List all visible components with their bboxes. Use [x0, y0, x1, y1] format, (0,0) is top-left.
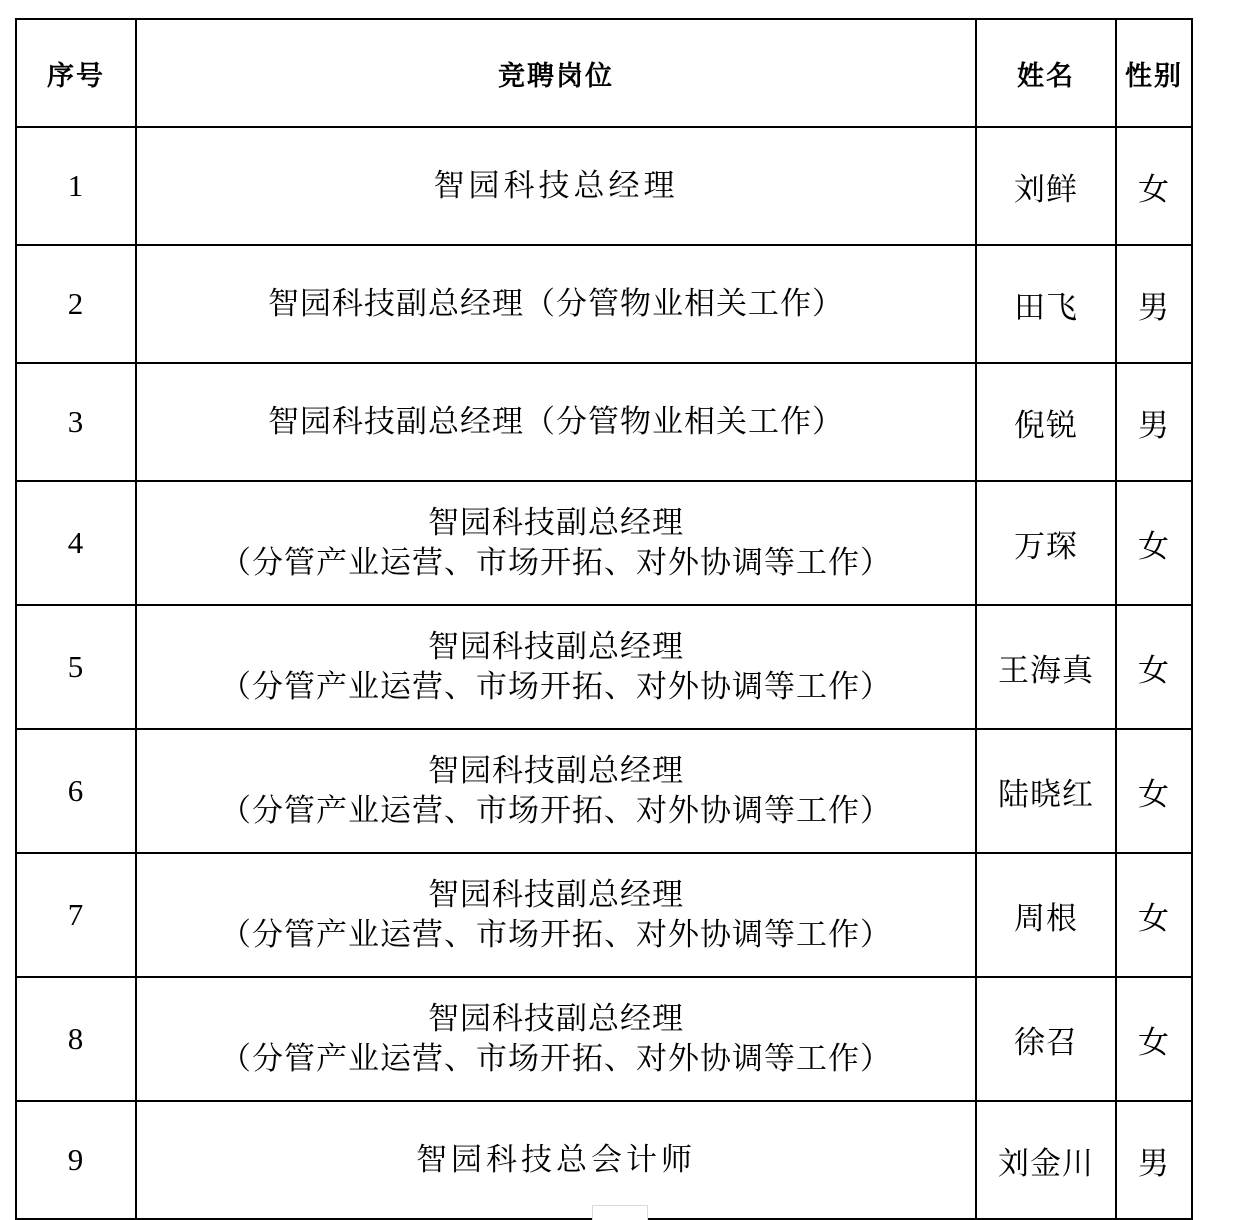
cell-post-line1: 智园科技总会计师	[416, 1142, 696, 1178]
table-row	[16, 1101, 1192, 1219]
candidate-roster-table	[15, 18, 1193, 1220]
cell-index: 2	[16, 245, 136, 363]
cell-gender: 男	[1116, 1101, 1192, 1219]
cell-post-line2: （分管产业运营、市场开拓、对外协调等工作）	[220, 917, 892, 952]
table-row	[16, 363, 1192, 481]
cell-post	[136, 481, 976, 605]
cell-post-line1: 智园科技副总经理	[428, 877, 684, 913]
cell-index: 5	[16, 605, 136, 729]
table-row	[16, 977, 1192, 1101]
table-row	[16, 245, 1192, 363]
column-header-name: 姓名	[976, 19, 1116, 127]
column-header-gender: 性别	[1116, 19, 1192, 127]
cell-name: 周根	[976, 853, 1116, 977]
cell-name: 陆晓红	[976, 729, 1116, 853]
cell-name: 倪锐	[976, 363, 1116, 481]
cell-gender: 女	[1116, 977, 1192, 1101]
cell-post-line2: （分管产业运营、市场开拓、对外协调等工作）	[220, 793, 892, 828]
cell-post-line1: 智园科技副总经理	[428, 753, 684, 789]
table-row	[16, 605, 1192, 729]
cell-post-line2: （分管产业运营、市场开拓、对外协调等工作）	[220, 545, 892, 580]
cell-index: 9	[16, 1101, 136, 1219]
table-row	[16, 127, 1192, 245]
cell-gender: 女	[1116, 605, 1192, 729]
cell-post-line1: 智园科技副总经理	[428, 1001, 684, 1037]
cell-gender: 女	[1116, 127, 1192, 245]
cell-index: 8	[16, 977, 136, 1101]
cell-post	[136, 245, 976, 363]
cell-post	[136, 127, 976, 245]
table-row	[16, 729, 1192, 853]
page-bottom-artifact	[592, 1205, 648, 1220]
cell-post-line1: 智园科技副总经理	[428, 505, 684, 541]
cell-index: 3	[16, 363, 136, 481]
cell-gender: 男	[1116, 245, 1192, 363]
cell-name: 万琛	[976, 481, 1116, 605]
cell-index: 7	[16, 853, 136, 977]
cell-post	[136, 363, 976, 481]
cell-post	[136, 977, 976, 1101]
cell-name: 田飞	[976, 245, 1116, 363]
cell-post-line2: （分管产业运营、市场开拓、对外协调等工作）	[220, 669, 892, 704]
cell-post-line1: 智园科技副总经理（分管物业相关工作）	[268, 404, 844, 440]
column-header-index: 序号	[16, 19, 136, 127]
cell-index: 6	[16, 729, 136, 853]
cell-index: 4	[16, 481, 136, 605]
cell-name: 刘金川	[976, 1101, 1116, 1219]
cell-name: 徐召	[976, 977, 1116, 1101]
cell-post	[136, 605, 976, 729]
table-row	[16, 481, 1192, 605]
table-header-row	[16, 19, 1192, 127]
cell-post-line1: 智园科技总经理	[433, 168, 679, 204]
cell-post-line1: 智园科技副总经理	[428, 629, 684, 665]
cell-gender: 女	[1116, 481, 1192, 605]
cell-post-line1: 智园科技副总经理（分管物业相关工作）	[268, 286, 844, 322]
cell-post	[136, 853, 976, 977]
cell-gender: 女	[1116, 853, 1192, 977]
cell-index: 1	[16, 127, 136, 245]
cell-gender: 男	[1116, 363, 1192, 481]
cell-name: 王海真	[976, 605, 1116, 729]
cell-post-line2: （分管产业运营、市场开拓、对外协调等工作）	[220, 1041, 892, 1076]
column-header-post: 竞聘岗位	[136, 19, 976, 127]
table-row	[16, 853, 1192, 977]
cell-post	[136, 729, 976, 853]
cell-post	[136, 1101, 976, 1219]
cell-name: 刘鲜	[976, 127, 1116, 245]
cell-gender: 女	[1116, 729, 1192, 853]
